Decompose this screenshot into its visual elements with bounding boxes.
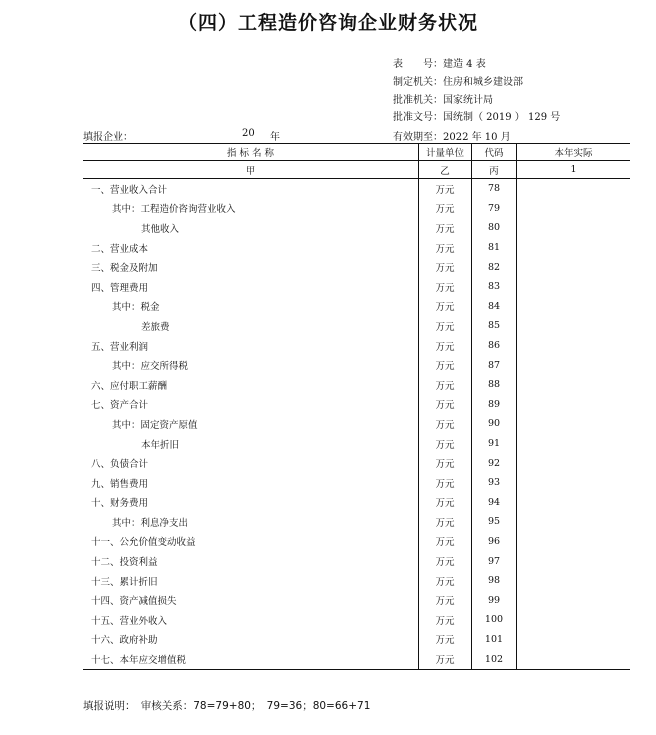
code-cell: 102 bbox=[472, 649, 517, 669]
table-row bbox=[83, 649, 630, 669]
table-row bbox=[83, 218, 630, 238]
unit-cell: 万元 bbox=[419, 179, 472, 199]
table-row bbox=[83, 179, 630, 199]
table-row bbox=[83, 336, 630, 356]
code-cell: 81 bbox=[472, 238, 517, 258]
actual-value-input-cell[interactable] bbox=[517, 649, 631, 669]
table-row bbox=[83, 630, 630, 650]
code-cell: 78 bbox=[472, 179, 517, 199]
actual-value-input-cell[interactable] bbox=[517, 395, 631, 415]
table-row bbox=[83, 277, 630, 297]
subheader-code: 丙 bbox=[472, 161, 517, 179]
table-row bbox=[83, 316, 630, 336]
unit-cell: 万元 bbox=[419, 610, 472, 630]
table-row bbox=[83, 199, 630, 219]
actual-value-input-cell[interactable] bbox=[517, 238, 631, 258]
indicator-name: 十三、累计折旧 bbox=[83, 571, 419, 591]
subheader-value: 1 bbox=[517, 161, 631, 179]
unit-cell: 万元 bbox=[419, 473, 472, 493]
header-code: 代码 bbox=[472, 144, 517, 161]
indicator-name: 一、营业收入合计 bbox=[83, 179, 419, 199]
filler-label: 填报企业： bbox=[83, 132, 133, 143]
actual-value-input-cell[interactable] bbox=[517, 630, 631, 650]
header-indicator-name: 指 标 名 称 bbox=[83, 144, 419, 161]
table-row bbox=[83, 414, 630, 434]
indicator-name: 十二、投资利益 bbox=[83, 551, 419, 571]
footnote: 填报说明： 审核关系：78=79+80； 79=36；80=66+71 bbox=[83, 700, 371, 712]
table-row bbox=[83, 571, 630, 591]
code-cell: 92 bbox=[472, 453, 517, 473]
actual-value-input-cell[interactable] bbox=[517, 571, 631, 591]
actual-value-input-cell[interactable] bbox=[517, 590, 631, 610]
indicator-name: 其中：应交所得税 bbox=[83, 355, 419, 375]
financial-status-table bbox=[83, 143, 630, 670]
unit-cell: 万元 bbox=[419, 434, 472, 454]
table-row bbox=[83, 610, 630, 630]
table-row bbox=[83, 297, 630, 317]
unit-cell: 万元 bbox=[419, 551, 472, 571]
table-row bbox=[83, 375, 630, 395]
indicator-name: 十七、本年应交增值税 bbox=[83, 649, 419, 669]
table-subheader-row bbox=[83, 161, 630, 179]
code-cell: 90 bbox=[472, 414, 517, 434]
unit-cell: 万元 bbox=[419, 355, 472, 375]
table-row bbox=[83, 493, 630, 513]
indicator-name: 五、营业利润 bbox=[83, 336, 419, 356]
code-cell: 95 bbox=[472, 512, 517, 532]
indicator-name: 其中：工程造价咨询营业收入 bbox=[83, 199, 419, 219]
unit-cell: 万元 bbox=[419, 375, 472, 395]
actual-value-input-cell[interactable] bbox=[517, 297, 631, 317]
unit-cell: 万元 bbox=[419, 414, 472, 434]
actual-value-input-cell[interactable] bbox=[517, 375, 631, 395]
valid-until: 有效期至：2022 年 10 月 bbox=[393, 132, 511, 143]
filler-year-suffix: 年 bbox=[270, 132, 280, 143]
table-row bbox=[83, 590, 630, 610]
indicator-name: 十四、资产减值损失 bbox=[83, 590, 419, 610]
code-cell: 101 bbox=[472, 630, 517, 650]
code-cell: 93 bbox=[472, 473, 517, 493]
table-row bbox=[83, 257, 630, 277]
header-unit: 计量单位 bbox=[419, 144, 472, 161]
table-row bbox=[83, 395, 630, 415]
actual-value-input-cell[interactable] bbox=[517, 277, 631, 297]
indicator-name: 四、管理费用 bbox=[83, 277, 419, 297]
unit-cell: 万元 bbox=[419, 453, 472, 473]
code-cell: 98 bbox=[472, 571, 517, 591]
meta-approving-authority: 批准机关：国家统计局 bbox=[393, 95, 493, 106]
indicator-name: 六、应付职工薪酬 bbox=[83, 375, 419, 395]
code-cell: 99 bbox=[472, 590, 517, 610]
code-cell: 84 bbox=[472, 297, 517, 317]
unit-cell: 万元 bbox=[419, 649, 472, 669]
indicator-name: 三、税金及附加 bbox=[83, 257, 419, 277]
indicator-name: 八、负债合计 bbox=[83, 453, 419, 473]
actual-value-input-cell[interactable] bbox=[517, 551, 631, 571]
unit-cell: 万元 bbox=[419, 238, 472, 258]
unit-cell: 万元 bbox=[419, 590, 472, 610]
code-cell: 79 bbox=[472, 199, 517, 219]
indicator-name: 本年折旧 bbox=[83, 434, 419, 454]
code-cell: 87 bbox=[472, 355, 517, 375]
indicator-name: 其中：固定资产原值 bbox=[83, 414, 419, 434]
indicator-name: 十、财务费用 bbox=[83, 493, 419, 513]
code-cell: 91 bbox=[472, 434, 517, 454]
unit-cell: 万元 bbox=[419, 532, 472, 552]
actual-value-input-cell[interactable] bbox=[517, 199, 631, 219]
unit-cell: 万元 bbox=[419, 493, 472, 513]
table-row bbox=[83, 532, 630, 552]
unit-cell: 万元 bbox=[419, 277, 472, 297]
meta-issuing-authority: 制定机关：住房和城乡建设部 bbox=[393, 77, 523, 88]
table-body bbox=[83, 179, 630, 670]
indicator-name: 其他收入 bbox=[83, 218, 419, 238]
actual-value-input-cell[interactable] bbox=[517, 493, 631, 513]
table-row bbox=[83, 434, 630, 454]
actual-value-input-cell[interactable] bbox=[517, 414, 631, 434]
actual-value-input-cell[interactable] bbox=[517, 610, 631, 630]
actual-value-input-cell[interactable] bbox=[517, 257, 631, 277]
header-actual: 本年实际 bbox=[517, 144, 631, 161]
table-row bbox=[83, 473, 630, 493]
unit-cell: 万元 bbox=[419, 218, 472, 238]
unit-cell: 万元 bbox=[419, 336, 472, 356]
actual-value-input-cell[interactable] bbox=[517, 218, 631, 238]
table-header-row bbox=[83, 144, 630, 161]
actual-value-input-cell[interactable] bbox=[517, 512, 631, 532]
indicator-name: 十六、政府补助 bbox=[83, 630, 419, 650]
table-row bbox=[83, 551, 630, 571]
code-cell: 82 bbox=[472, 257, 517, 277]
code-cell: 85 bbox=[472, 316, 517, 336]
unit-cell: 万元 bbox=[419, 257, 472, 277]
code-cell: 88 bbox=[472, 375, 517, 395]
code-cell: 83 bbox=[472, 277, 517, 297]
unit-cell: 万元 bbox=[419, 512, 472, 532]
code-cell: 86 bbox=[472, 336, 517, 356]
unit-cell: 万元 bbox=[419, 297, 472, 317]
unit-cell: 万元 bbox=[419, 199, 472, 219]
actual-value-input-cell[interactable] bbox=[517, 336, 631, 356]
indicator-name: 其中：利息净支出 bbox=[83, 512, 419, 532]
table-row bbox=[83, 453, 630, 473]
code-cell: 100 bbox=[472, 610, 517, 630]
actual-value-input-cell[interactable] bbox=[517, 316, 631, 336]
indicator-name: 其中：税金 bbox=[83, 297, 419, 317]
actual-value-input-cell[interactable] bbox=[517, 179, 631, 199]
code-cell: 94 bbox=[472, 493, 517, 513]
indicator-name: 九、销售费用 bbox=[83, 473, 419, 493]
actual-value-input-cell[interactable] bbox=[517, 453, 631, 473]
code-cell: 97 bbox=[472, 551, 517, 571]
subheader-unit: 乙 bbox=[419, 161, 472, 179]
form-title: （四）工程造价咨询企业财务状况 bbox=[177, 12, 478, 34]
code-cell: 89 bbox=[472, 395, 517, 415]
meta-table-number: 表 号：建造 4 表 bbox=[393, 59, 486, 70]
unit-cell: 万元 bbox=[419, 630, 472, 650]
actual-value-input-cell[interactable] bbox=[517, 355, 631, 375]
table-row bbox=[83, 355, 630, 375]
indicator-name: 七、资产合计 bbox=[83, 395, 419, 415]
indicator-name: 差旅费 bbox=[83, 316, 419, 336]
subheader-name: 甲 bbox=[83, 161, 419, 179]
filler-year-prefix: 20 bbox=[242, 128, 255, 139]
actual-value-input-cell[interactable] bbox=[517, 532, 631, 552]
unit-cell: 万元 bbox=[419, 571, 472, 591]
code-cell: 80 bbox=[472, 218, 517, 238]
actual-value-input-cell[interactable] bbox=[517, 434, 631, 454]
unit-cell: 万元 bbox=[419, 316, 472, 336]
unit-cell: 万元 bbox=[419, 395, 472, 415]
table-row bbox=[83, 238, 630, 258]
actual-value-input-cell[interactable] bbox=[517, 473, 631, 493]
indicator-name: 二、营业成本 bbox=[83, 238, 419, 258]
indicator-name: 十五、营业外收入 bbox=[83, 610, 419, 630]
meta-approval-number: 批准文号：国统制（ 2019 ） 129 号 bbox=[393, 112, 561, 123]
indicator-name: 十一、公允价值变动收益 bbox=[83, 532, 419, 552]
table-row bbox=[83, 512, 630, 532]
code-cell: 96 bbox=[472, 532, 517, 552]
